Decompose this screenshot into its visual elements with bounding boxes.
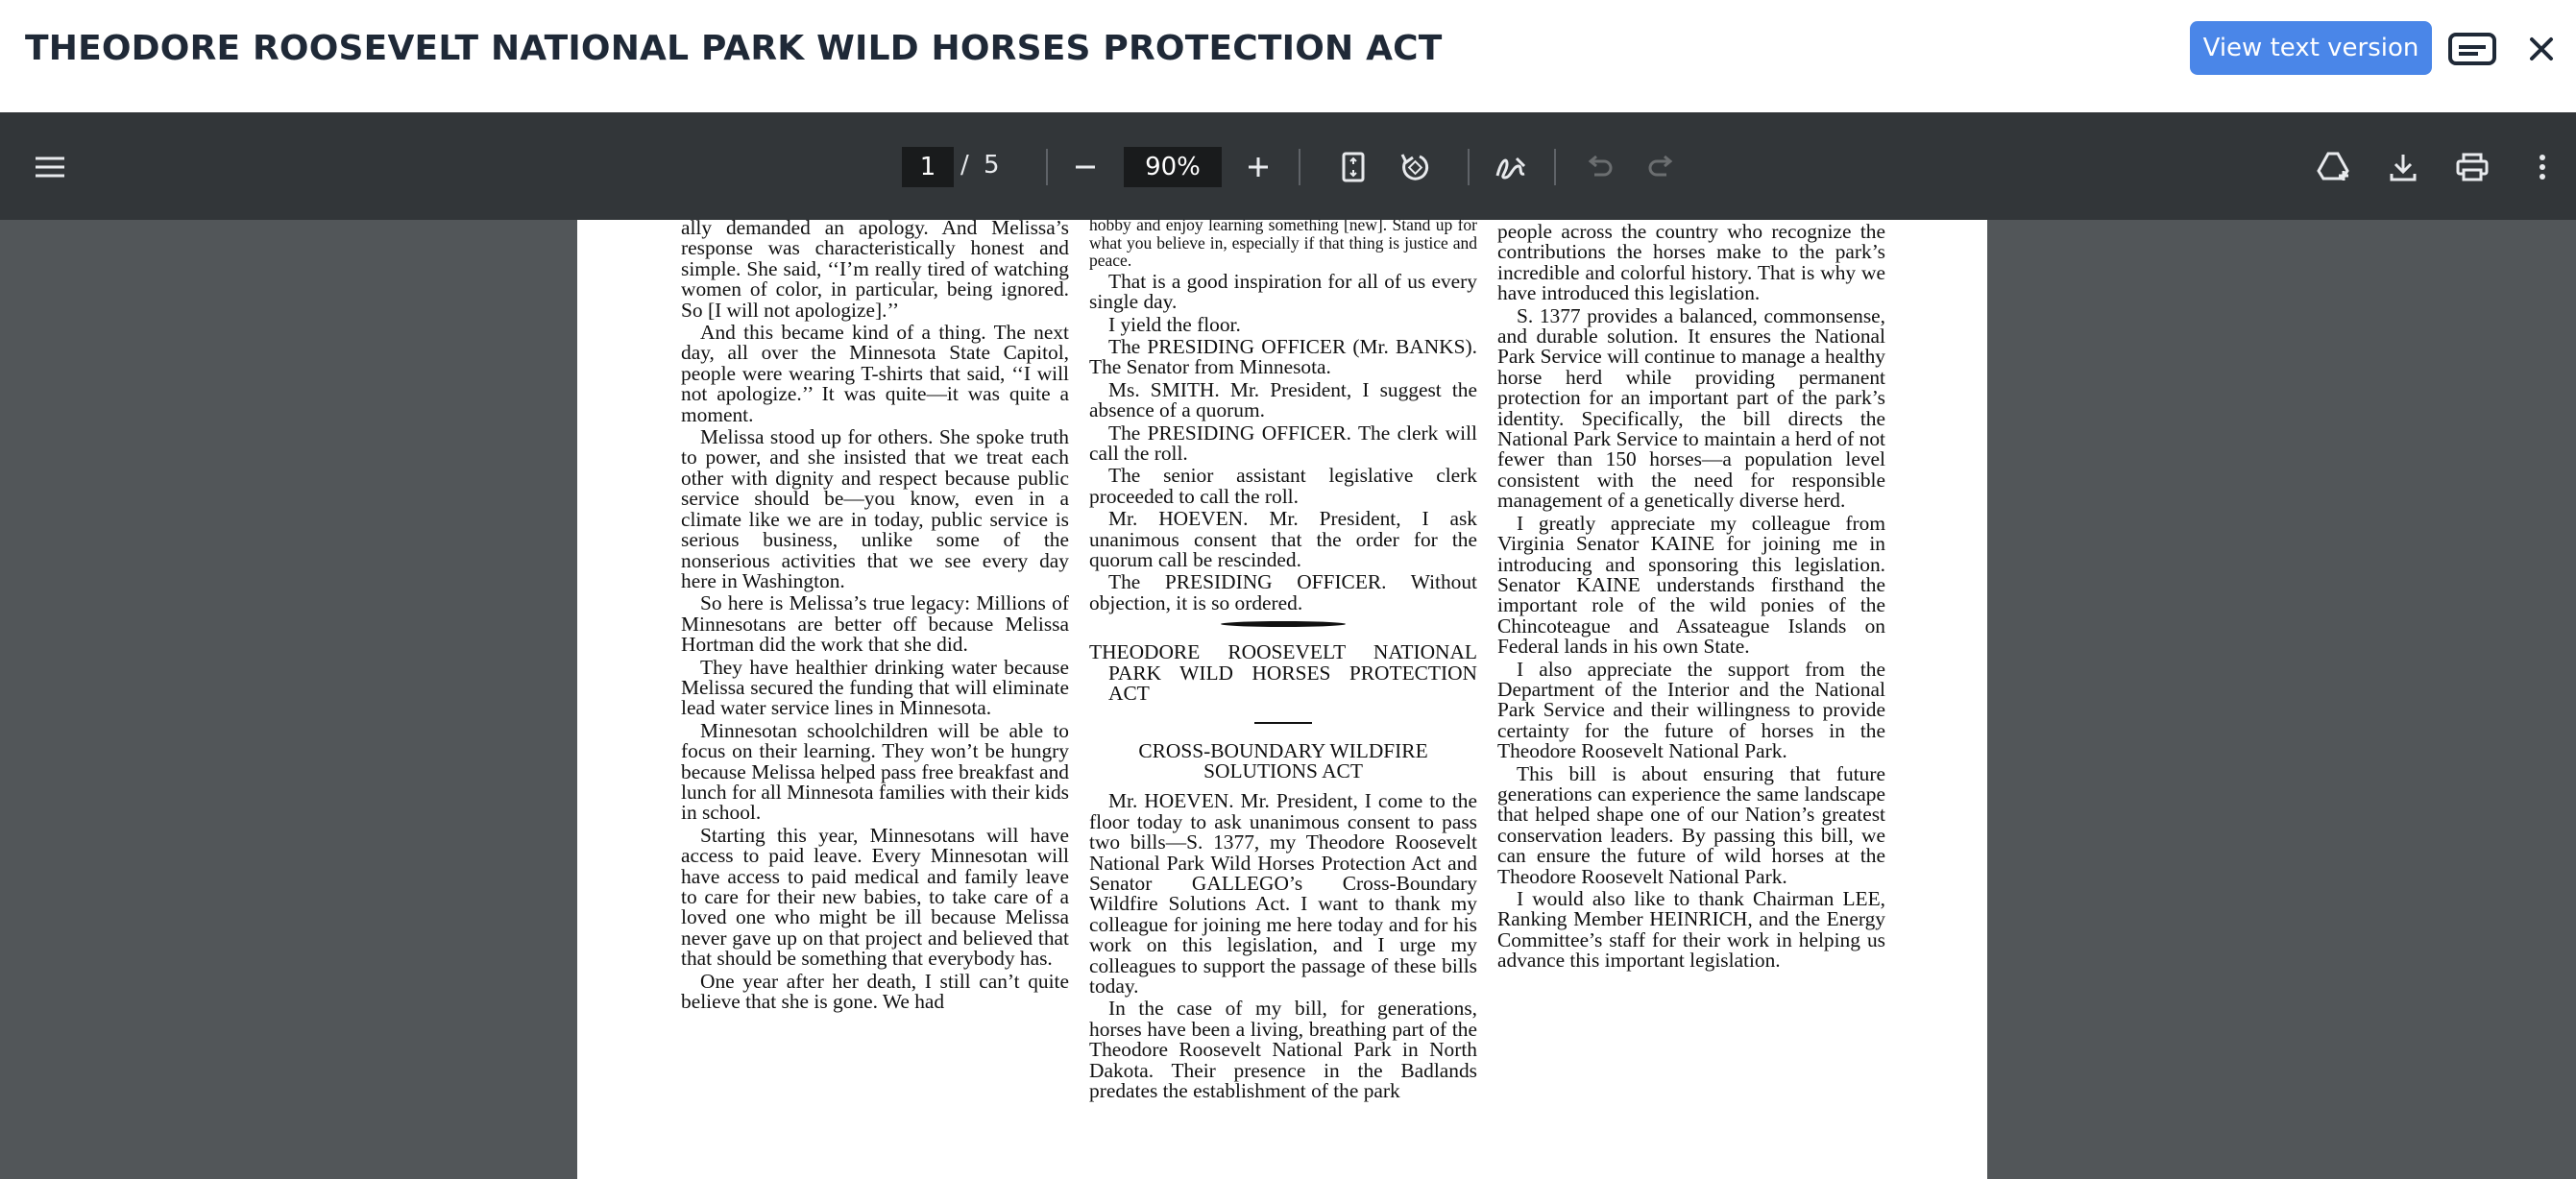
paragraph: They have healthier drinking water because Melissa secured the funding that will eliminate lead water service lines in Minnesota. — [681, 655, 1069, 720]
paragraph: That is a good inspiration for all of us every single day. — [1089, 269, 1477, 314]
zoom-out-icon[interactable] — [1059, 141, 1111, 193]
paragraph: This bill is about ensuring that future generations can experience the same landscape that helped shape one of our Nation’s greatest conservation leaders. By passing this bill, we can ensure the future of wild horses at the Theodore Roosevelt National Park. — [1497, 761, 1885, 888]
text-column-3 — [1497, 222, 1885, 974]
title-bar — [0, 0, 2576, 112]
pdf-toolbar — [0, 112, 2576, 220]
paragraph: Starting this year, Minnesotans will have access to paid leave. Every Minnesotan will have access to paid medical and family leave to care for their new babies, to take care of a loved one who might be ill because Melissa never gave up on that project and believed that that should be something that everybody has. — [681, 823, 1069, 971]
captions-icon[interactable] — [2445, 25, 2499, 73]
toolbar-divider — [1046, 149, 1048, 185]
save-to-drive-icon[interactable] — [2309, 141, 2361, 193]
print-icon[interactable] — [2446, 141, 2498, 193]
zoom-in-icon[interactable] — [1232, 141, 1284, 193]
paragraph: hobby and enjoy learning something [new]. Stand up for what you believe in, especially if that thing is justice and peace. — [1089, 220, 1477, 271]
close-icon[interactable] — [2515, 25, 2568, 73]
paragraph: So here is Melissa’s true legacy: Millions of Minnesotans are better off because Melissa Hortman did the work that she did. — [681, 591, 1069, 657]
toolbar-divider — [1554, 149, 1556, 185]
document-title: THEODORE ROOSEVELT NATIONAL PARK WILD HORSES PROTECTION ACT — [25, 29, 1443, 68]
menu-icon[interactable] — [24, 141, 76, 193]
paragraph: One year after her death, I still can’t quite believe that she is gone. We had — [681, 969, 1069, 1014]
paragraph: Minnesotan schoolchildren will be able to focus on their learning. They won’t be hungry because Melissa helped pass free breakfast and lunch for all Minnesota families with their kids in school. — [681, 718, 1069, 825]
section-heading: THEODORE ROOSEVELT NATIONAL PARK WILD HORSES PROTECTION ACT — [1089, 640, 1477, 706]
redo-icon[interactable] — [1636, 141, 1688, 193]
paragraph: Mr. HOEVEN. Mr. President, I come to the floor today to ask unanimous consent to pass two bills—S. 1377, my Theodore Roosevelt National Park Wild Horses Protection Act and Senator GALLEGO’s Cross-Boundary Wildfire Solutions Act. I want to thank my colleague for joining me here today and for his work on this legislation, and I urge my colleagues to support the passage of these bills today. — [1089, 789, 1477, 998]
draw-icon[interactable] — [1486, 141, 1538, 193]
paragraph: people across the country who recognize the contributions the horses make to the park’s incredible and colorful history. That is why we have introduced this legislation. — [1497, 220, 1885, 305]
section-rule — [1221, 621, 1346, 627]
paragraph: Melissa stood up for others. She spoke truth to power, and she insisted that we treat each other with dignity and respect because public service should be—you know, even in a climate like we are in today, public service is serious business, unlike some of the nonserious activities that we see every day here in Washington. — [681, 425, 1069, 592]
subsection-rule — [1254, 722, 1312, 724]
subsection-heading-line-2: SOLUTIONS ACT — [1203, 758, 1363, 782]
paragraph: The PRESIDING OFFICER. Without objection, it is so ordered. — [1089, 570, 1477, 614]
download-icon[interactable] — [2377, 141, 2429, 193]
paragraph: I would also like to thank Chairman LEE, Ranking Member HEINRICH, and the Energy Committee’s staff for their work in helping us advance this important legislation. — [1497, 887, 1885, 973]
undo-icon[interactable] — [1573, 141, 1625, 193]
subsection-heading-line-1: CROSS-BOUNDARY WILDFIRE — [1138, 738, 1428, 762]
paragraph: I greatly appreciate my colleague from Virginia Senator KAINE for joining me in introducing and sponsoring this legislation. Senator KAINE understands firsthand the important role of the wild ponies of the Chincoteague and Assateague Islands on Federal lands in his own State. — [1497, 511, 1885, 659]
zoom-level-input[interactable] — [1124, 147, 1222, 187]
pdf-page — [577, 220, 1987, 1179]
paragraph: ally demanded an apology. And Melissa’s response was characteristically honest and simple. She said, ‘‘I’m really tired of watching women of color, in particular, being ignored. So [I will not apologize].’’ — [681, 220, 1069, 322]
text-column-2 — [1089, 220, 1477, 1103]
paragraph: I yield the floor. — [1108, 312, 1241, 336]
document-canvas[interactable] — [0, 220, 2576, 1179]
rotate-icon[interactable] — [1389, 141, 1441, 193]
page-total: 5 — [984, 151, 1000, 180]
paragraph: The PRESIDING OFFICER (Mr. BANKS). The Senator from Minnesota. — [1089, 335, 1477, 379]
subsection-heading — [1089, 738, 1477, 782]
paragraph: Ms. SMITH. Mr. President, I suggest the absence of a quorum. — [1089, 377, 1477, 422]
paragraph: In the case of my bill, for generations, horses have been a living, breathing part of the Theodore Roosevelt National Park in North Dakota. Their presence in the Badlands predates the establishment of the park — [1089, 997, 1477, 1102]
view-text-version-button[interactable]: View text version — [2190, 21, 2432, 75]
paragraph: And this became kind of a thing. The next day, all over the Minnesota State Capitol, people were wearing T-shirts that said, ‘‘I will not apologize.’’ It was quite—it was quite a moment. — [681, 321, 1069, 426]
text-column-1 — [681, 220, 1069, 1014]
page-separator: / — [960, 151, 969, 180]
page-number-input[interactable] — [902, 147, 954, 187]
paragraph: The senior assistant legislative clerk proceeded to call the roll. — [1089, 464, 1477, 508]
toolbar-divider — [1468, 149, 1470, 185]
paragraph: The PRESIDING OFFICER. The clerk will call the roll. — [1089, 421, 1477, 466]
paragraph: Mr. HOEVEN. Mr. President, I ask unanimous consent that the order for the quorum call be rescinded. — [1089, 507, 1477, 572]
paragraph: I also appreciate the support from the Department of the Interior and the National Park Service and their willingness to provide certainty for the future of horses in the Theodore Roosevelt National Park. — [1497, 657, 1885, 763]
toolbar-divider — [1299, 149, 1300, 185]
more-options-icon[interactable] — [2516, 141, 2568, 193]
paragraph: S. 1377 provides a balanced, commonsense, and durable solution. It ensures the National Park Service will continue to manage a healthy horse herd while providing permanent protection for an important part of the park’s identity. Specifically, the bill directs the National Park Service to maintain a herd of not fewer than 150 horses—a population level consistent with the need for responsible management of a genetically diverse herd. — [1497, 303, 1885, 513]
fit-page-icon[interactable] — [1327, 141, 1379, 193]
